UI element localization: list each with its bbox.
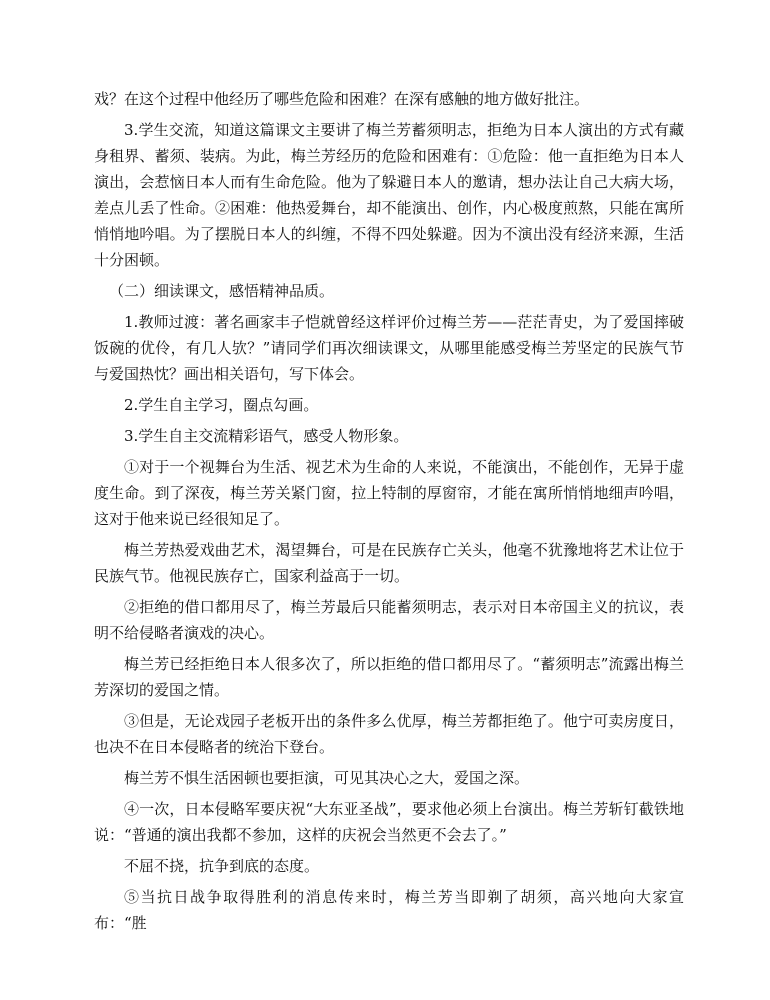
- paragraph-quote-4: ④一次，日本侵略军要庆祝“大东亚圣战”，要求他必须上台演出。梅兰芳斩钉截铁地说：“普通的演出我都不参加，这样的庆祝会当然更不会去了。”: [94, 800, 684, 844]
- paragraph-quote-3: ③但是，无论戏园子老板开出的条件多么优厚，梅兰芳都拒绝了。他宁可卖房度日，也决不在日本侵略者的统治下登台。: [94, 712, 684, 756]
- paragraph-teacher-transition: 1.教师过渡：著名画家丰子恺就曾经这样评价过梅兰芳——茫茫青史，为了爱国摔破饭碗的优伶，有几人欤？”请同学们再次细读课文，从哪里能感受梅兰芳坚定的民族气节与爱国热忱？画出相关语句，写下体会。: [94, 313, 684, 383]
- paragraph-share-sentences: 3.学生自主交流精彩语气，感受人物形象。: [124, 427, 409, 445]
- paragraph-comment-3: 梅兰芳不惧生活困顿也要拒演，可见其决心之大，爱国之深。: [124, 769, 530, 787]
- paragraph-comment-4: 不屈不挠，抗争到底的态度。: [124, 857, 320, 875]
- document-body: [94, 86, 684, 941]
- paragraph-student-exchange: 3.学生交流，知道这篇课文主要讲了梅兰芳蓄须明志，拒绝为日本人演出的方式有藏身租界、蓄须、装病。为此，梅兰芳经历的危险和困难有：①危险：他一直拒绝为日本人演出，会惹恼日本人而有生命危险。他为了躲避日本人的邀请，想办法让自己大病大场，差点儿丢了性命。②困难：他热爱舞台，却不能演出、创作，内心极度煎熬，只能在寓所悄悄地吟唱。为了摆脱日本人的纠缠，不得不四处躲避。因为不演出没有经济来源，生活十分困顿。: [94, 121, 684, 269]
- paragraph-comment-1: 梅兰芳热爱戏曲艺术，渴望舞台，可是在民族存亡关头，他毫不犹豫地将艺术让位于民族气节。他视民族存亡，国家利益高于一切。: [94, 541, 684, 585]
- paragraph-self-study: 2.学生自主学习，圈点勾画。: [124, 396, 319, 414]
- paragraph-quote-1: ①对于一个视舞台为生活、视艺术为生命的人来说，不能演出，不能创作，无异于虚度生命。到了深夜，梅兰芳关紧门窗，拉上特制的厚窗帘，才能在寓所悄悄地细声吟唱，这对于他来说已经很知足了。: [94, 458, 684, 528]
- paragraph-quote-2: ②拒绝的借口都用尽了，梅兰芳最后只能蓄须明志，表示对日本帝国主义的抗议，表明不给侵略者演戏的决心。: [94, 598, 684, 642]
- paragraph-comment-2: 梅兰芳已经拒绝日本人很多次了，所以拒绝的借口都用尽了。“蓄须明志”流露出梅兰芳深切的爱国之情。: [94, 655, 684, 699]
- paragraph-quote-5: ⑤当抗日战争取得胜利的消息传来时，梅兰芳当即剃了胡须，高兴地向大家宣布：“胜: [94, 888, 684, 932]
- section-heading-close-reading: （二）细读课文，感悟精神品质。: [109, 282, 335, 300]
- paragraph-question-continuation: 戏？在这个过程中他经历了哪些危险和困难？在深有感触的地方做好批注。: [94, 90, 590, 108]
